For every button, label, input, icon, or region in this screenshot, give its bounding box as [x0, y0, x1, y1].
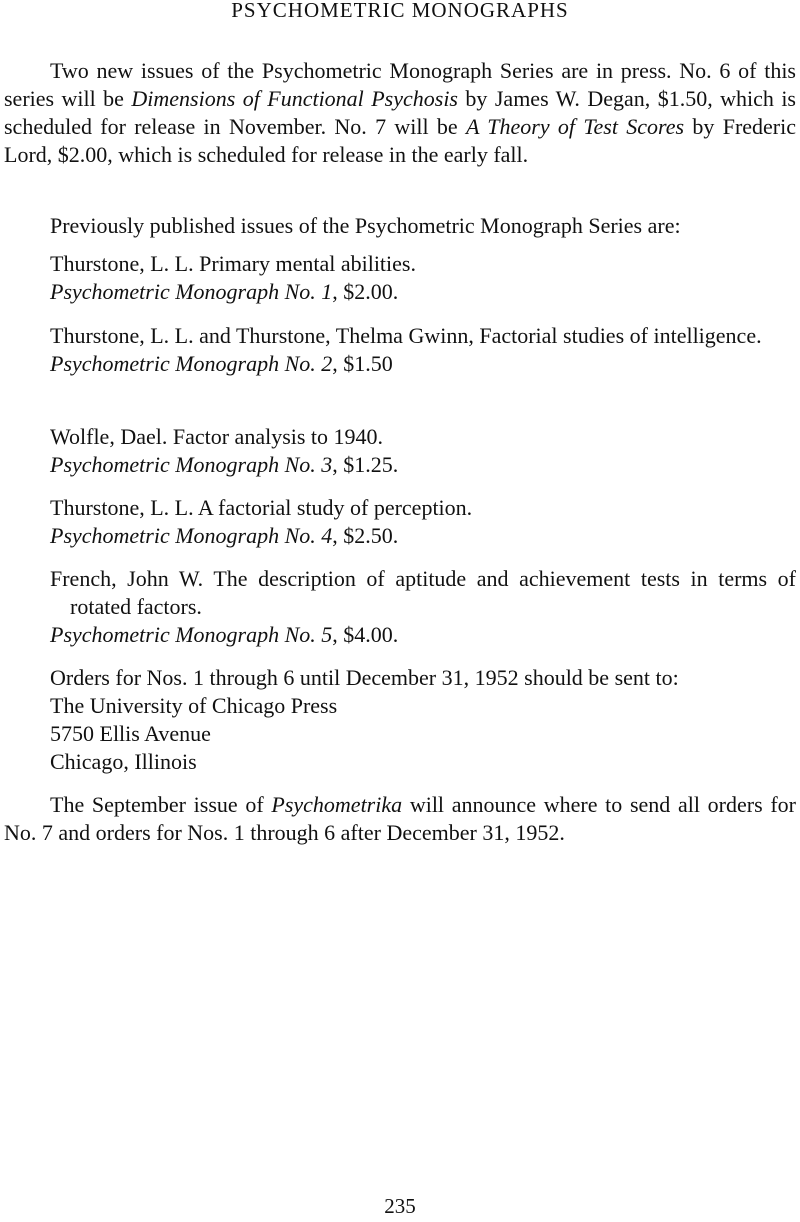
running-header: PSYCHOMETRIC MONOGRAPHS	[231, 0, 569, 22]
closing-paragraph	[4, 791, 796, 847]
address-line: Chicago, Illinois	[50, 749, 197, 774]
bibliography-entry	[50, 250, 796, 306]
entry-citation: French, John W. The description of aptitude and achievement tests in terms of rotated factors.	[50, 566, 796, 619]
closing-text-1: The September issue of	[50, 792, 272, 817]
entry-price: , $4.00.	[332, 622, 399, 647]
entry-price: , $2.00.	[332, 279, 399, 304]
entry-citation: Thurstone, L. L. A factorial study of perception.	[50, 495, 473, 520]
address-line: 5750 Ellis Avenue	[50, 721, 211, 746]
intro-text-1: Two new issues of the Psychometric Monograph Series are in press. No. 6 of this series will be	[4, 58, 796, 111]
orders-block	[50, 664, 796, 776]
entry-citation: Thurstone, L. L. Primary mental abilities.	[50, 251, 416, 276]
entry-price: , $1.50	[332, 351, 393, 376]
bibliography-entry	[50, 494, 796, 550]
intro-paragraph	[4, 57, 796, 169]
entry-series-line	[50, 621, 796, 649]
bibliography-entry	[50, 322, 796, 378]
entry-series: Psychometric Monograph No. 3	[50, 452, 333, 477]
monograph-7-title: A Theory of Test Scores	[465, 114, 685, 139]
entry-series: Psychometric Monograph No. 4	[50, 523, 333, 548]
entry-price: , $2.50.	[332, 523, 399, 548]
entry-series-line	[50, 522, 796, 550]
entry-citation: Wolfle, Dael. Factor analysis to 1940.	[50, 424, 384, 449]
entry-series: Psychometric Monograph No. 2	[50, 351, 333, 376]
entry-series-line	[50, 278, 796, 306]
entry-series-line	[50, 451, 796, 479]
bibliography-entry	[50, 423, 796, 479]
intro-text-2: by James W. Degan, $1.50, which is scheduled for release in November. No. 7 will be	[4, 86, 796, 139]
bibliography-entry	[50, 565, 796, 649]
journal-title: Psychometrika	[271, 792, 403, 817]
entry-series: Psychometric Monograph No. 5	[50, 622, 333, 647]
entry-series: Psychometric Monograph No. 1	[50, 279, 333, 304]
monograph-6-title: Dimensions of Functional Psychosis	[131, 86, 458, 111]
intro-text-3: by Frederic Lord, $2.00, which is scheduled for release in the early fall.	[4, 114, 797, 167]
entry-series-line	[50, 350, 796, 378]
page-number: 235	[384, 1194, 416, 1218]
address-line: The University of Chicago Press	[50, 693, 338, 718]
closing-text-2: will announce where to send all orders for No. 7 and orders for Nos. 1 through 6 after December 31, 1952.	[4, 792, 796, 845]
previous-issues-intro: Previously published issues of the Psychometric Monograph Series are:	[50, 213, 681, 238]
orders-lead: Orders for Nos. 1 through 6 until December 31, 1952 should be sent to:	[50, 665, 679, 690]
entry-price: , $1.25.	[332, 452, 399, 477]
entry-citation: Thurstone, L. L. and Thurstone, Thelma Gwinn, Factorial studies of intelligence.	[50, 323, 762, 348]
